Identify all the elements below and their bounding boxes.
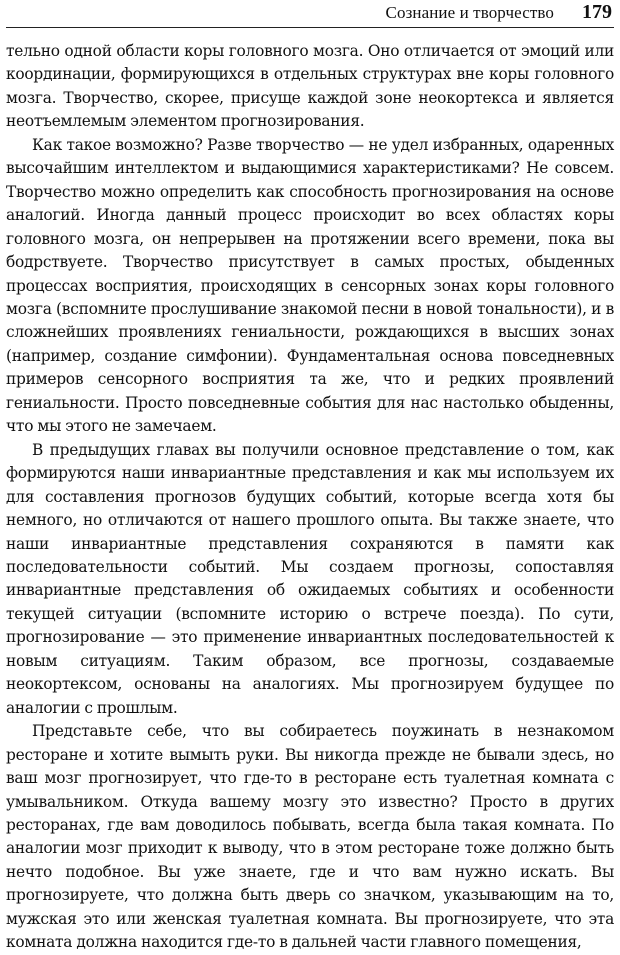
running-header bbox=[6, 0, 614, 28]
page-number: 179 bbox=[582, 1, 612, 23]
paragraph-creativity-question: Как такое возможно? Разве творчество — не удел избранных, одаренных высочайшим интеллектом и выдающимися характеристиками? Не совсем. Творчество можно определить как способность прогнозирования на основе аналогий. Иногда данный процесс происходит во всех областях коры головного мозга, он непрерывен на протяжении всего времени, пока вы бодрствуете. Творчество присутствует в самых простых, обыденных процессах восприятия, происходящих в сенсорных зонах коры головного мозга (вспомните прослушивание знакомой песни в новой тональности), и в сложнейших проявлениях гениальности, рождающихся в высших зонах (например, создание симфонии). Фундаментальная основа повседневных примеров сенсорного восприятия та же, что и редких проявлений гениальности. Просто повседневные события для нас настолько обыденны, что мы этого не замечаем. bbox=[6, 135, 614, 436]
paragraph-restaurant-example: Представьте себе, что вы собираетесь поужинать в незнакомом ресторане и хотите вымыть руки. Вы никогда прежде не бывали здесь, но ваш мозг прогнозирует, что где-то в ресторане есть туалетная комната с умывальником. Откуда вашему мозгу это известно? Просто в других ресторанах, где вам доводилось побывать, всегда была такая комната. По аналогии мозг приходит к выводу, что в этом ресторане тоже должно быть нечто подобное. Вы уже знаете, где и что вам нужно искать. Вы прогнозируете, что должна быть дверь со значком, указывающим на то, мужская это или женская туалетная комната. Вы прогнозируете, что эта комната должна находится где-то в дальней части главного помещения, bbox=[6, 722, 614, 952]
body-text bbox=[6, 40, 614, 955]
paragraph-continuation: тельно одной области коры головного мозга. Оно отличается от эмоций или координации, формирующихся в отдельных структурах вне коры головного мозга. Творчество, скорее, присуще каждой зоне неокортекса и является неотъемлемым элементом прогнозирования. bbox=[6, 42, 614, 131]
paragraph-invariant-representations: В предыдущих главах вы получили основное представление о том, как формируются наши инвариантные представления и как мы используем их для составления прогнозов будущих событий, которые всегда хотя бы немного, но отличаются от нашего прошлого опыта. Вы также знаете, что наши инвариантные представления сохраняются в памяти как последовательности событий. Мы создаем прогнозы, сопоставляя инвариантные представления об ожидаемых событиях и особенности текущей ситуации (вспомните историю о встрече поезда). По сути, прогнозирование — это применение инвариантных последовательностей к новым ситуациям. Таким образом, все прогнозы, создаваемые неокортексом, основаны на аналогиях. Мы прогнозируем будущее по аналогии с прошлым. bbox=[6, 440, 614, 717]
running-title: Сознание и творчество bbox=[385, 3, 554, 22]
